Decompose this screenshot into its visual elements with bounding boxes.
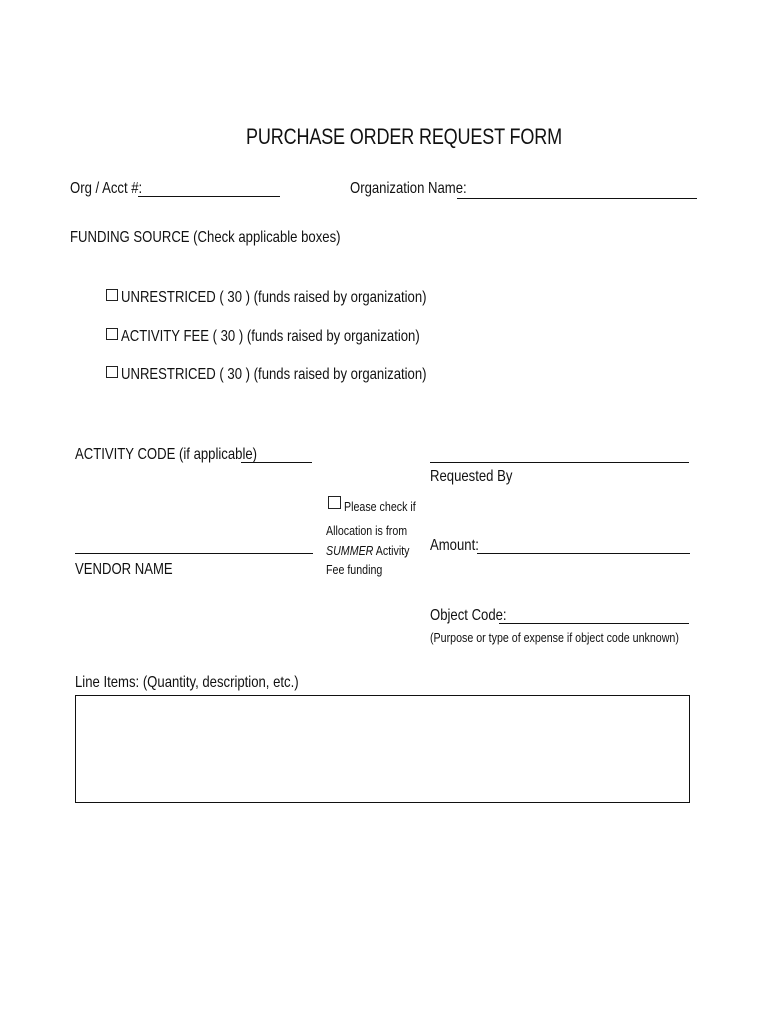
funding-unrestricted-2-checkbox[interactable] <box>106 366 118 378</box>
summer-note-line1: Please check if <box>344 499 416 514</box>
vendor-name-field[interactable] <box>75 553 313 554</box>
object-code-label: Object Code: <box>430 607 507 624</box>
funding-option-label: UNRESTRICED ( 30 ) (funds raised by organization) <box>121 366 427 383</box>
org-name-field[interactable] <box>457 198 697 199</box>
line-items-label: Line Items: (Quantity, description, etc.) <box>75 674 299 691</box>
org-acct-field[interactable] <box>138 196 280 197</box>
object-code-field[interactable] <box>499 623 689 624</box>
funding-activity-fee-checkbox[interactable] <box>106 328 118 340</box>
activity-code-field[interactable] <box>241 462 312 463</box>
summer-word: SUMMER <box>326 543 374 558</box>
summer-note-line4: Fee funding <box>326 562 383 577</box>
requested-by-field[interactable] <box>430 462 689 463</box>
org-acct-label: Org / Acct #: <box>70 180 143 197</box>
summer-allocation-checkbox[interactable] <box>328 496 341 509</box>
activity-code-label: ACTIVITY CODE (if applicable) <box>75 446 258 463</box>
line-items-box[interactable] <box>75 695 690 803</box>
summer-note-line3-rest: Activity <box>373 543 410 558</box>
summer-note-line2: Allocation is from <box>326 523 408 538</box>
form-title: PURCHASE ORDER REQUEST FORM <box>246 124 562 149</box>
amount-field[interactable] <box>477 553 690 554</box>
funding-option-label: UNRESTRICED ( 30 ) (funds raised by organization) <box>121 289 427 306</box>
funding-option-label: ACTIVITY FEE ( 30 ) (funds raised by organization) <box>121 328 420 345</box>
summer-note-line3 <box>326 542 428 560</box>
vendor-name-label: VENDOR NAME <box>75 561 173 578</box>
funding-source-label: FUNDING SOURCE (Check applicable boxes) <box>70 229 341 246</box>
funding-unrestricted-checkbox[interactable] <box>106 289 118 301</box>
object-code-hint: (Purpose or type of expense if object code unknown) <box>430 630 679 645</box>
org-name-label: Organization Name: <box>350 180 467 197</box>
requested-by-label: Requested By <box>430 468 513 485</box>
amount-label: Amount: <box>430 537 479 554</box>
